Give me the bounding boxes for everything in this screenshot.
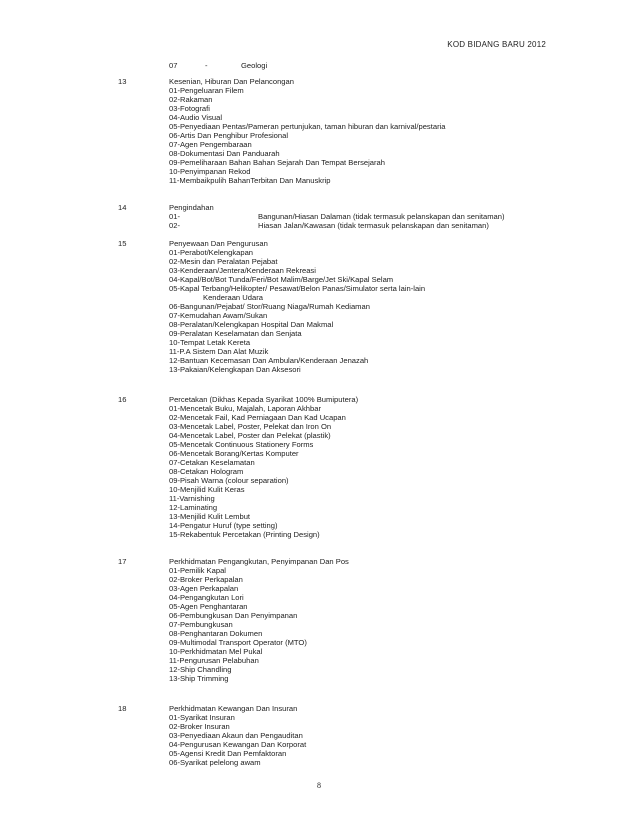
list-item: 08-Dokumentasi Dan Panduarah [169,149,280,158]
list-item: 07-Pembungkusan [169,620,233,629]
list-item: 15-Rekabentuk Percetakan (Printing Design) [169,530,320,539]
list-item: 05-Kapal Terbang/Helikopter/ Pesawat/Belon Panas/Simulator serta lain-lain [169,284,426,293]
list-item: 06-Mencetak Borang/Kertas Komputer [169,449,299,458]
list-item: Hiasan Jalan/Kawasan (tidak termasuk pelanskapan dan senitaman) [258,221,489,230]
list-item: 02-Rakaman [169,95,213,104]
list-item: 06-Bangunan/Pejabat/ Stor/Ruang Niaga/Rumah Kediaman [169,302,370,311]
list-item: 04-Kapal/Bot/Bot Tunda/Feri/Bot Malim/Barge/Jet Ski/Kapal Selam [169,275,394,284]
list-item: 06-Artis Dan Penghibur Profesional [169,131,289,140]
list-item: 05-Agensi Kredit Dan Pemfaktoran [169,749,287,758]
list-item: 06-Pembungkusan Dan Penyimpanan [169,611,298,620]
geologi-dash: - [205,61,208,70]
list-item: 10-Tempat Letak Kereta [169,338,251,347]
list-item: 01-Perabot/Kelengkapan [169,248,254,257]
list-item: 04-Pengangkutan Lori [169,593,244,602]
section-15-number: 15 [118,239,127,248]
geologi-label: Geologi [241,61,268,70]
section-13-title: Kesenian, Hiburan Dan Pelancongan [169,77,294,86]
list-item: 13-Menjilid Kulit Lembut [169,512,251,521]
list-item-code: 02- [169,221,180,230]
section-17-title: Perkhidmatan Pengangkutan, Penyimpanan Dan Pos [169,557,349,566]
list-item: 01-Pemilik Kapal [169,566,226,575]
list-item: 10-Perkhidmatan Mel Pukal [169,647,263,656]
list-item: 03-Penyediaan Akaun dan Pengauditan [169,731,303,740]
list-item-continuation: Kenderaan Udara [203,293,263,302]
list-item: 13-Ship Trimming [169,674,229,683]
section-16-number: 16 [118,395,127,404]
list-item: 01-Pengeluaran Filem [169,86,244,95]
list-item: 07-Cetakan Keselamatan [169,458,255,467]
list-item: 01-Mencetak Buku, Majalah, Laporan Akhbar [169,404,321,413]
list-item: 03-Agen Perkapalan [169,584,239,593]
list-item: 08-Peralatan/Kelengkapan Hospital Dan Makmal [169,320,334,329]
section-15-title: Penyewaan Dan Pengurusan [169,239,268,248]
section-14-number: 14 [118,203,127,212]
list-item: 02-Broker Insuran [169,722,230,731]
list-item: 03-Mencetak Label, Poster, Pelekat dan Iron On [169,422,332,431]
list-item: 11-Pengurusan Pelabuhan [169,656,259,665]
list-item: Bangunan/Hiasan Dalaman (tidak termasuk pelanskapan dan senitaman) [258,212,505,221]
list-item: 10-Menjilid Kulit Keras [169,485,245,494]
list-item: 04-Mencetak Label, Poster dan Pelekat (plastik) [169,431,331,440]
list-item: 06-Syarikat pelelong awam [169,758,261,767]
section-14-title: Pengindahan [169,203,214,212]
list-item: 02-Mesin dan Peralatan Pejabat [169,257,278,266]
list-item: 05-Penyediaan Pentas/Pameran pertunjukan, taman hiburan dan karnival/pestaria [169,122,446,131]
section-16-title: Percetakan (Dikhas Kepada Syarikat 100% Bumiputera) [169,395,359,404]
list-item: 07-Kemudahan Awam/Sukan [169,311,268,320]
list-item: 12-Laminating [169,503,218,512]
page-number: 8 [317,781,321,790]
list-item: 07-Agen Pengembaraan [169,140,252,149]
list-item: 08-Cetakan Hologram [169,467,244,476]
page-header: KOD BIDANG BARU 2012 [447,40,546,49]
list-item: 05-Agen Penghantaran [169,602,248,611]
list-item: 02-Mencetak Fail, Kad Perniagaan Dan Kad Ucapan [169,413,346,422]
list-item: 12-Bantuan Kecemasan Dan Ambulan/Kenderaan Jenazah [169,356,369,365]
list-item: 08-Penghantaran Dokumen [169,629,263,638]
list-item: 11-Varnishing [169,494,215,503]
list-item: 01-Syarikat Insuran [169,713,235,722]
list-item: 05-Mencetak Continuous Stationery Forms [169,440,314,449]
section-18-number: 18 [118,704,127,713]
list-item: 10-Penyimpanan Rekod [169,167,251,176]
section-13-number: 13 [118,77,127,86]
geologi-code: 07 [169,61,178,70]
list-item: 09-Pemeliharaan Bahan Bahan Sejarah Dan Tempat Bersejarah [169,158,385,167]
list-item: 03-Fotografi [169,104,210,113]
list-item: 09-Multimodal Transport Operator (MTO) [169,638,307,647]
list-item: 02-Broker Perkapalan [169,575,243,584]
list-item: 09-Pisah Warna (colour separation) [169,476,289,485]
section-18-title: Perkhidmatan Kewangan Dan Insuran [169,704,298,713]
list-item: 12-Ship Chandling [169,665,232,674]
section-17-number: 17 [118,557,127,566]
list-item: 04-Audio Visual [169,113,223,122]
list-item: 09-Peralatan Keselamatan dan Senjata [169,329,302,338]
list-item: 03-Kenderaan/Jentera/Kenderaan Rekreasi [169,266,316,275]
list-item: 11-P.A Sistem Dan Alat Muzik [169,347,269,356]
list-item: 04-Pengurusan Kewangan Dan Korporat [169,740,307,749]
list-item: 13-Pakaian/Kelengkapan Dan Aksesori [169,365,301,374]
list-item: 11-Membaikpulih BahanTerbitan Dan Manuskrip [169,176,331,185]
list-item: 14-Pengatur Huruf (type setting) [169,521,278,530]
list-item-code: 01- [169,212,180,221]
